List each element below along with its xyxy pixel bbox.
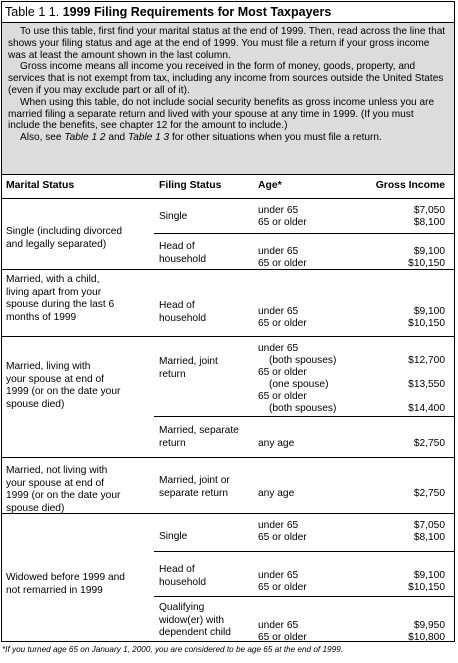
filing-status-cell: [159, 211, 255, 224]
marital-status-group: [2, 458, 454, 514]
marital-status-line: and legally separated): [6, 238, 107, 250]
gross-income-cell: $10,150: [408, 318, 445, 329]
filing-status-line: return: [159, 437, 186, 449]
age-cell: 65 or older: [258, 318, 307, 329]
marital-status-line: not remarried in 1999: [6, 584, 103, 596]
marital-status-line: spouse died): [6, 398, 65, 410]
filing-status-line: Married, joint: [159, 356, 218, 367]
marital-status-cell: [6, 465, 151, 515]
filing-status-row: [154, 458, 454, 514]
marital-status-cell: [6, 226, 151, 251]
filing-status-row: [154, 551, 454, 597]
gross-income-cell: $12,700: [408, 355, 445, 366]
filing-status-cell: [159, 241, 255, 266]
marital-status-line: Married, not living with: [6, 465, 108, 476]
age-cell: (one spouse): [269, 379, 329, 390]
age-cell: (both spouses): [269, 355, 337, 366]
filing-status-line: Married, separate: [159, 425, 239, 436]
see-also-suffix: for other situations when you must file a return.: [171, 132, 382, 144]
table-number: Table 1 1.: [5, 5, 60, 19]
gross-income-cell: $2,750: [413, 438, 445, 449]
table-title: [2, 2, 454, 23]
gross-income-cell: $10,150: [408, 582, 445, 593]
header-marital-status: Marital Status: [6, 180, 75, 191]
gross-income-cell: $9,100: [413, 306, 445, 317]
gross-income-cell: $8,100: [413, 532, 445, 543]
filing-status-cell: [159, 531, 255, 544]
gross-income-cell: $9,100: [413, 246, 445, 257]
age-cell: 65 or older: [258, 391, 307, 402]
gross-income-cell: $2,750: [413, 488, 445, 499]
instructions-paragraph-4: [8, 132, 448, 144]
marital-status-line: living apart from your: [6, 286, 102, 298]
filing-status-row: [154, 514, 454, 551]
marital-status-line: Married, with a child,: [6, 274, 100, 285]
filing-status-cell: [159, 356, 255, 381]
marital-status-line: your spouse at end of: [6, 373, 104, 385]
age-cell: under 65: [258, 306, 299, 317]
header-gross-income: Gross Income: [375, 180, 445, 191]
table-title-text: 1999 Filing Requirements for Most Taxpayers: [62, 5, 332, 19]
filing-status-line: Head of: [159, 300, 195, 311]
marital-status-cell: [6, 361, 151, 411]
filing-status-row: [154, 199, 454, 233]
filing-status-line: dependent child: [159, 627, 231, 638]
age-cell: 65 or older: [258, 532, 307, 543]
filing-status-cell: [159, 300, 255, 325]
instructions-box: [2, 23, 454, 175]
age-cell: any age: [258, 438, 295, 449]
table-reference-1-2: Table 1 2: [64, 132, 106, 144]
marital-status-line: Single (including divorced: [6, 226, 123, 237]
column-header-row: [2, 175, 454, 199]
filing-status-cell: [159, 425, 255, 450]
filing-status-line: widow(er) with: [159, 614, 225, 626]
marital-status-cell: [6, 572, 151, 597]
marital-status-line: spouse died): [6, 502, 65, 514]
age-cell: under 65: [258, 343, 299, 354]
marital-status-group: [2, 337, 454, 458]
filing-status-row: [154, 337, 454, 416]
filing-status-row: [154, 416, 454, 459]
filing-status-line: Single: [159, 211, 188, 222]
filing-status-line: Head of: [159, 564, 195, 575]
marital-status-group: [2, 514, 454, 643]
filing-status-cell: [159, 564, 255, 589]
age-cell: any age: [258, 488, 295, 499]
see-also-and: and: [108, 132, 126, 144]
table-body: [2, 199, 454, 643]
filing-status-row: [154, 596, 454, 644]
instructions-paragraph-3: When using this table, do not include social security benefits as gross income unless you are married filing a separate return and lived with your spouse at any time in 1999. (If you must include the benefits, see chapter 12 for the amount to include.): [8, 96, 435, 132]
marital-status-line: months of 1999: [6, 311, 77, 323]
header-age: Age*: [258, 180, 282, 191]
gross-income-cell: $9,950: [413, 620, 445, 631]
marital-status-group: [2, 199, 454, 270]
marital-status-line: Widowed before 1999 and: [6, 572, 125, 583]
gross-income-cell: $14,400: [408, 403, 445, 414]
gross-income-cell: $9,100: [413, 570, 445, 581]
filing-status-line: household: [159, 253, 207, 265]
age-cell: under 65: [258, 520, 299, 531]
marital-status-line: 1999 (or on the date your: [6, 490, 121, 501]
filing-status-row: [154, 233, 454, 271]
marital-status-line: your spouse at end of: [6, 477, 104, 489]
filing-status-line: household: [159, 312, 207, 324]
see-also-prefix: Also, see: [20, 132, 62, 144]
gross-income-cell: $7,050: [413, 205, 445, 216]
marital-status-line: spouse during the last 6: [6, 299, 115, 310]
footnote: *If you turned age 65 on January 1, 2000, you are considered to be age 65 at the end of 1999.: [2, 645, 343, 654]
table-reference-1-3: Table 1 3: [127, 132, 170, 144]
filing-status-line: separate return: [159, 487, 229, 499]
marital-status-cell: [6, 274, 151, 324]
header-filing-status: Filing Status: [159, 180, 222, 191]
marital-status-line: Married, living with: [6, 361, 91, 372]
gross-income-cell: $8,100: [413, 217, 445, 228]
gross-income-cell: $7,050: [413, 520, 445, 531]
filing-status-row: [154, 270, 454, 337]
marital-status-group: [2, 270, 454, 337]
gross-income-cell: $13,550: [408, 379, 445, 390]
instructions-paragraph-1: To use this table, first find your marital status at the end of 1999. Then, read across the line that shows your filing status and age at the end of 1999. You must file a return if your gross income was at least the amount shown in the last column.: [8, 26, 446, 61]
filing-status-line: return: [159, 368, 186, 380]
filing-status-cell: [159, 475, 255, 500]
filing-status-line: Single: [159, 531, 188, 542]
age-cell: 65 or older: [258, 632, 307, 643]
age-cell: 65 or older: [258, 582, 307, 593]
gross-income-cell: $10,150: [408, 258, 445, 269]
instructions-paragraph-2: Gross income means all income you received in the form of money, goods, property, and services that is not exempt from tax, including any income from sources outside the United States (even if you may exclude part or all of it).: [8, 61, 444, 96]
filing-status-line: Qualifying: [159, 602, 205, 613]
filing-status-line: Married, joint or: [159, 475, 230, 486]
age-cell: (both spouses): [269, 403, 337, 414]
filing-status-line: household: [159, 576, 207, 588]
marital-status-line: 1999 (or on the date your: [6, 386, 121, 397]
age-cell: 65 or older: [258, 367, 307, 378]
age-cell: 65 or older: [258, 217, 307, 228]
age-cell: under 65: [258, 570, 299, 581]
filing-requirements-table: [1, 1, 455, 642]
age-cell: 65 or older: [258, 258, 307, 269]
age-cell: under 65: [258, 246, 299, 257]
gross-income-cell: $10,800: [408, 632, 445, 643]
age-cell: under 65: [258, 620, 299, 631]
age-cell: under 65: [258, 205, 299, 216]
filing-status-cell: [159, 602, 255, 640]
filing-status-line: Head of: [159, 241, 195, 252]
